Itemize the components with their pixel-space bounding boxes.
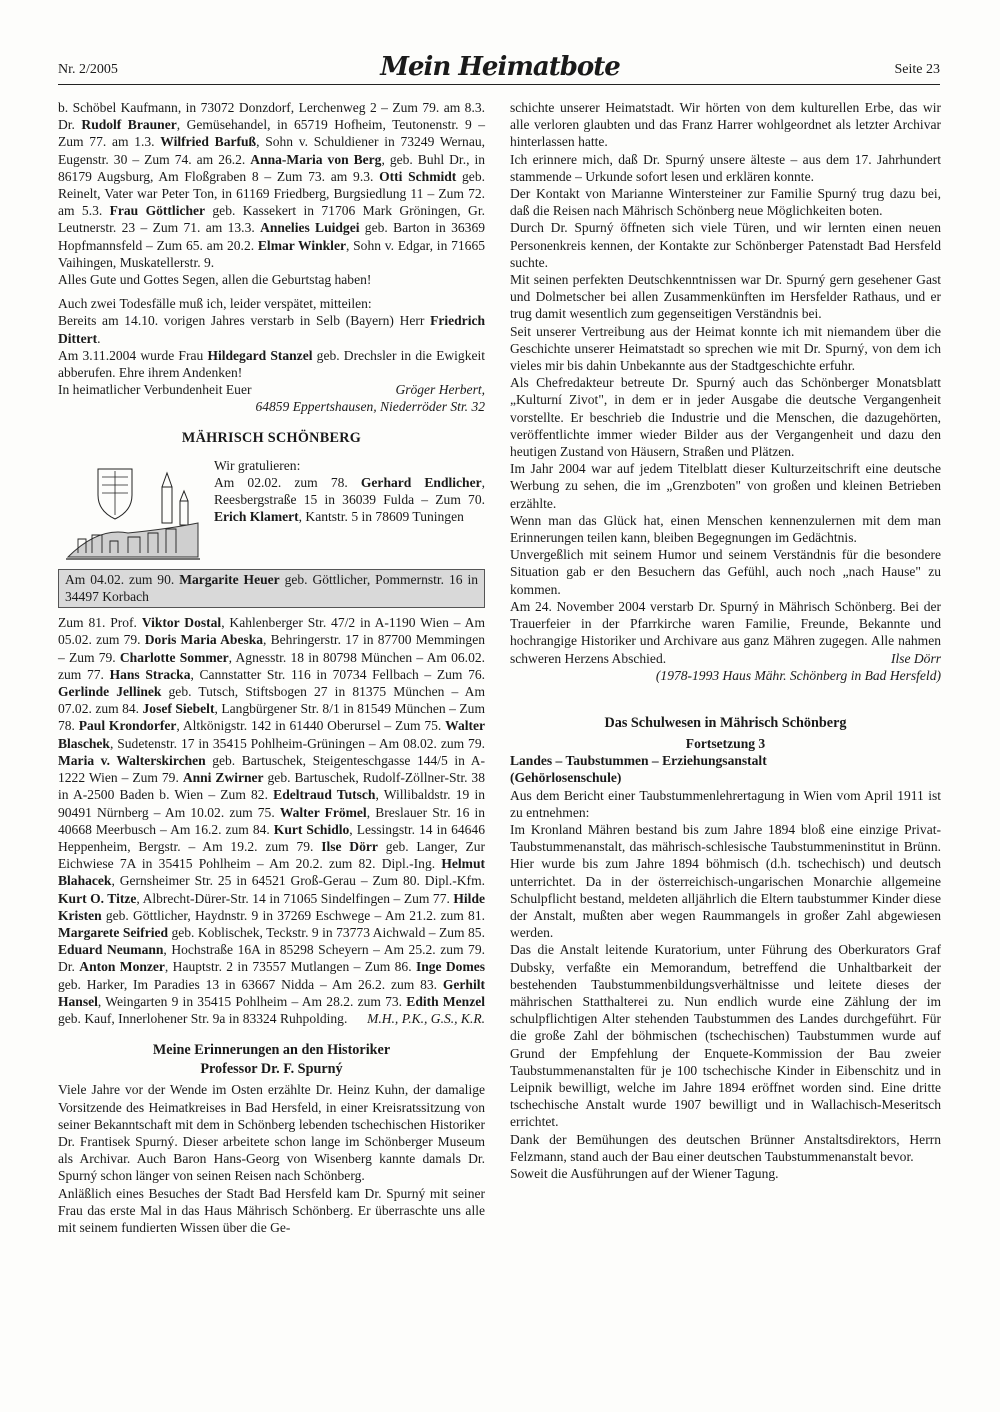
school-subtitle: Landes – Taubstummen – Erziehungsanstalt (Gehörlosenschule) bbox=[510, 753, 767, 786]
person-name: Anni Zwirner bbox=[182, 770, 264, 786]
person-name: Edith Menzel bbox=[406, 993, 485, 1009]
person-name: Anton Monzer bbox=[79, 959, 165, 975]
death-notice-1: Bereits am 14.10. vorigen Jahres verstarb in Selb (Bayern) Herr Friedrich Dittert. bbox=[58, 313, 485, 346]
person-name: Hans Stracka bbox=[109, 666, 191, 682]
article-paragraph-6: Durch Dr. Spurný öffneten sich viele Türen, und wir lernten einen neuen Personenkreis kennen, der Kontakte zur Schönberger Patenstadt Bad Hersfeld suchte. bbox=[510, 220, 941, 270]
school-paragraph-5: Soweit die Ausführungen auf der Wiener Tagung. bbox=[510, 1165, 779, 1181]
article-paragraph-4: Ich erinnere mich, daß Dr. Spurný unsere älteste – aus dem 17. Jahrhundert stammende – Urkunde sofort lesen und erklären konnte. bbox=[510, 151, 941, 184]
author-note: (1978-1993 Haus Mähr. Schönberg in Bad Hersfeld) bbox=[655, 667, 941, 683]
person-name: Josef Siebelt bbox=[142, 701, 215, 717]
person-name: Kurt Schidlo bbox=[273, 821, 350, 837]
masthead-title: Mein Heimatbote bbox=[380, 52, 620, 82]
birthday-detail: geb. Kauf, Innerlohener Str. 9a in 83324 Ruhpolding. bbox=[58, 1010, 348, 1026]
deaths-intro: Auch zwei Todesfälle muß ich, leider verspätet, mitteilen: bbox=[58, 296, 372, 312]
birthday-detail: geb. Bartuschek, Steigenteschgasse 144/5 in A-1222 Wien – Zum 79. bbox=[58, 752, 485, 786]
person-name: Charlotte Sommer bbox=[119, 649, 229, 665]
birthday-detail: , Hochstraße 16A in 85298 Scheyern – Am 25.2. zum 79. Dr. bbox=[58, 942, 485, 975]
school-section-title: Das Schulwesen in Mährisch Schönberg bbox=[604, 714, 847, 731]
birthday-detail: , Behringerstr. 17 in 87700 Memmingen – Zum 79. bbox=[58, 632, 485, 665]
birthday-detail: , Altkönigstr. 142 in 61440 Oberursel – Zum 75. bbox=[176, 718, 446, 734]
person-name: Walter Blaschek bbox=[58, 718, 486, 751]
birthday-list-intro: b. Schöbel Kaufmann, in 73072 Donzdorf, Lerchenweg 2 – Zum 79. am 8.3. Dr. Rudolf Brauner, Gemüsehandel, in 65719 Hofheim, Teutonenstr. 9 – Zum 77. am 1.3. Wilfried Barfuß, Sohn v. Schuldiener in 73249 Wernau, Eugenstr. 30 – Zum 74. am 26.2. Anna-Maria von Berg, geb. Buhl Dr., in 86179 Augsburg, Am Floßgraben 8 – Zum 73. am 9.3. Otti Schmidt geb. Reinelt, Vater war Peter Ton, in 61169 Friedberg, Burgsiedlung 11 – Zum 72. am 5.3. Frau Göttlicher geb. Kassekert in 71706 Mark Gröningen, Gr. Leutnerstr. 23 – Zum 71. am 13.3. Annelies Luidgei geb. Barton in 36369 Hopfmannsfeld – Zum 65. am 20.2. Elmar Winkler, Sohn v. Edgar, in 71665 Vaihingen, Muskatellerstr. 9. bbox=[58, 100, 486, 270]
school-paragraph-2: Im Kronland Mähren bestand bis zum Jahre 1894 bloß eine einzige Privat-Taubstummenanstalt, das mährisch-schlesische Taubstummeninstitut in Brünn. Hier wurde bis zum Jahre 1894 böhmisch (d.h. tschechisch) und deutsch unterrichtet. Da in der österreichisch-ungarischen Monarchie allgemeine Schulpflicht bestand, meldeten alljährlich die Eltern taubstummer Kinder diese der Anstalt, mußten aber wegen Raummangels in großer Zahl abgewiesen werden. bbox=[510, 821, 941, 941]
birthday-detail: , Hauptstr. 2 in 73557 Mutlangen – Zum 86. bbox=[164, 959, 416, 975]
birthday-detail: geb. Harker, Im Paradies 13 in 63667 Nidda – Am 26.2. zum 83. bbox=[58, 976, 443, 992]
birthday-detail: , Langbürgener Str. 8/1 in 81549 München – Zum 78. bbox=[58, 701, 485, 734]
article-paragraph-1: Viele Jahre vor der Wende im Osten erzählte Dr. Heinz Kuhn, der damalige Vorsitzende des Heimatkreises in Bad Hersfeld, in einer Kreisratssitzung von seiner Bekanntschaft mit dem in Schönberg lebenden tschechischen Historiker Dr. Frantisek Spurný. Dieser arbeitete schon lange im Schönberger Museum als Archivar. Auch Baron Hans-Georg von Wisenberg kannte damals Dr. Spurný schon länger von seinen Reisen nach Schönberg. bbox=[58, 1082, 485, 1184]
person-name: Eduard Neumann bbox=[58, 942, 164, 958]
birthday-detail: , Albrecht-Dürer-Str. 14 in 71065 Sindelfingen – Zum 77. bbox=[136, 890, 454, 906]
person-name: Viktor Dostal bbox=[141, 615, 222, 631]
school-paragraph-1: Aus dem Bericht einer Taubstummenlehrertagung in Wien vom April 1911 ist zu entnehmen: bbox=[510, 787, 941, 820]
birthday-detail: , Kahlenberger Str. 47/2 in A-1190 Wien – Am 05.02. zum 79. bbox=[58, 615, 485, 648]
birthday-detail: , Sudetenstr. 17 in 35415 Pohlheim-Grüningen – Am 08.02. zum 79. bbox=[109, 735, 485, 751]
article-paragraph-11: Wenn man das Glück hat, einen Menschen kennenzulernen mit dem man Erinnerungen teilen kann, bleiben Begegnungen im Gedächtnis. bbox=[510, 512, 941, 546]
person-name: Gerhilt Hansel bbox=[58, 976, 485, 1009]
article-paragraph-9: Als Chefredakteur betreute Dr. Spurný auch das Schönberger Monatsblatt „Kulturní Zivot", in dem er in jeder Ausgabe die deutsche Vergangenheit vorstellte. Er beschrieb die Industrie und die Menschen, die dazugehörten, veröffentlichte immer wieder Bilder aus der Vergangenheit und dazu den heutigen Zustand von Häusern, Straßen und Plätzen. bbox=[510, 375, 941, 460]
person-name: Kurt O. Titze bbox=[58, 890, 137, 906]
death-notice-2: Am 3.11.2004 wurde Frau Hildegard Stanzel geb. Drechsler in die Ewigkeit abberufen. Ehre ihrem Andenken! bbox=[58, 347, 486, 381]
person-name: Edeltraud Tutsch bbox=[273, 787, 376, 803]
article-paragraph-8: Seit unserer Vertreibung aus der Heimat konnte ich mit niemandem über die Geschichte unserer Heimatstadt so sprechen wie mit Dr. Spurný, von dem ich vieles mir bis dahin Unbekannte aus der Stadtgeschichte erfuhr. bbox=[510, 323, 941, 374]
person-name: Margarete Seifried bbox=[58, 924, 169, 940]
birthday-list bbox=[58, 614, 485, 1027]
person-name: Ilse Dörr bbox=[321, 838, 378, 854]
birthday-detail: , Lessingstr. 14 in 64646 Heppenheim, Bergstr. – Am 19.2. zum 79. bbox=[58, 821, 485, 854]
person-name: Gerlinde Jellinek bbox=[58, 684, 162, 700]
greeting-text: Wir gratulieren: Am 02.02. zum 78. Gerhard Endlicher, Reesbergstraße 15 in 36039 Fulda – Zum 70. Erich Klamert, Kantstr. 5 in 78609 Tuningen bbox=[214, 457, 485, 525]
birthday-detail: , Breslauer Str. 16 in 40668 Meerbusch – Am 16.2. zum 84. bbox=[58, 804, 485, 837]
town-crest-illustration bbox=[58, 457, 208, 565]
article-paragraph-5: Der Kontakt von Marianne Wintersteiner zur Familie Spurný trug dazu bei, daß die Reisen nach Mährisch Schönberg neue Möglichkeiten boten. bbox=[510, 186, 941, 219]
list-initials: M.H., P.K., G.S., K.R. bbox=[367, 1011, 485, 1027]
birthday-detail: geb. Göttlicher, Haydnstr. 9 in 37269 Eschwege – Am 21.2. zum 81. bbox=[101, 907, 485, 923]
birthday-detail: , Weingarten 9 in 35415 Pohlheim – Am 28.2. zum 73. bbox=[97, 993, 407, 1009]
issue-number: Nr. 2/2005 bbox=[58, 62, 118, 77]
article-paragraph-12: Unvergeßlich mit seinem Humor und seinem Verständnis für die besondere Situation gab er den Besuchern das Gefühl, auch noch „nach Hause" zu kommen. bbox=[510, 547, 941, 597]
highlight-box: Am 04.02. zum 90. Margarite Heuer geb. Göttlicher, Pommernstr. 16 in 34497 Korbach bbox=[58, 569, 485, 608]
person-name: Inge Domes bbox=[415, 959, 486, 975]
person-name: Doris Maria Abeska bbox=[144, 632, 264, 648]
birthday-detail: , Agnesstr. 18 in 80798 München – Am 06.02. zum 77. bbox=[58, 649, 486, 682]
birthday-detail: , Willibaldstr. 19 in 90491 Nürnberg – Am 10.02. zum 75. bbox=[58, 787, 485, 820]
article-paragraph-10: Im Jahr 2004 war auf jedem Titelblatt dieser Kulturzeitschrift eine deutsche Werbung zu sehen, die im „Grenzboten" von großen und kleinen Betrieben erzählte. bbox=[510, 461, 941, 511]
article-paragraph-2: Anläßlich eines Besuches der Stadt Bad Hersfeld kam Dr. Spurný mit seiner Frau das erste Mal in das Haus Mährisch Schönberg. Er überraschte uns alle mit seinem fundierten Wissen über die Ge- bbox=[58, 1185, 485, 1235]
left-column bbox=[58, 99, 485, 1236]
person-name: Paul Krondorfer bbox=[78, 718, 177, 734]
greeting-block bbox=[58, 457, 485, 565]
header-rule bbox=[58, 84, 940, 85]
birthday-detail: geb. Tutsch, Stiftsbogen 27 in 81375 München – Am 07.02. zum 84. bbox=[58, 684, 486, 717]
school-paragraph-3: Das die Anstalt leitende Kuratorium, unter Führung des Oberkurators Graf Dubsky, verfaßte ein Memorandum, betreffend die Unhaltbarkeit der bestehenden Taubstummenbildungsverhältnisse und leitete dieses der mährischen Statthalterei zu. Nun endlich wurde eine Zählung der im schulpflichtigen Alter stehenden Taubstummen des Landes durchgeführt. Für die große Zahl der böhmischen (tschechischen) Taubstummen wurde auf Grund der Empfehlung der Enquete-Kommission der Bau zweier Taubstummenanstalten für je 100 tschechische Kinder in Eibenschitz und in Leipnik bewilligt, welche im Jahre 1894 eröffnet worden sind. Eine dritte tschechische Anstalt wurde 1907 bewilligt und in Wallachisch-Meseritsch errichtet. bbox=[510, 942, 941, 1130]
birthday-detail: Zum 81. Prof. bbox=[58, 615, 142, 631]
closing-line: In heimatlicher Verbundenheit Euer Gröger Herbert, bbox=[58, 382, 485, 398]
right-column bbox=[510, 99, 941, 1182]
page-number: Seite 23 bbox=[894, 62, 940, 77]
person-name: Hilde Kristen bbox=[58, 890, 485, 923]
article-paragraph-7: Mit seinen perfekten Deutschkenntnissen war Dr. Spurný gern gesehener Gast und Dolmetscher bei allen Zusammenkünften im Hersfelder Rathaus, und er trug damit wesentlich zum gegenseitigen Verständnis bei. bbox=[510, 272, 941, 322]
person-name: Helmut Blahacek bbox=[58, 856, 485, 889]
article-paragraph-13: Am 24. November 2004 verstarb Dr. Spurný in Mährisch Schönberg. Bei der Trauerfeier in der Pfarrkirche waren Familie, Freunde, Bekannte und hochrangige Historiker und Archivare aus ganz Mähren zugegen. Alle nahmen schweren Herzens Abschied. Ilse Dörr bbox=[510, 598, 941, 666]
person-name: Maria v. Walterskirchen bbox=[58, 752, 206, 768]
birthday-detail: geb. Koblischek, Teckstr. 9 in 73773 Aichwald – Zum 85. bbox=[168, 924, 485, 940]
signature-address: 64859 Eppertshausen, Niederröder Str. 32 bbox=[255, 399, 485, 415]
person-name: Walter Frömel bbox=[279, 804, 367, 820]
birthday-detail: geb. Bartuschek, Rudolf-Zöllner-Str. 38 in A-2500 Baden b. Wien – Zum 82. bbox=[58, 770, 485, 803]
birthday-detail: geb. Langer, Zur Eichwiese 7A in 35415 Pohlheim – Am 20.2. zum 82. Dipl.-Ing. bbox=[58, 838, 485, 872]
section-title: MÄHRISCH SCHÖNBERG bbox=[181, 429, 362, 446]
article-title: Meine Erinnerungen an den Historiker Professor Dr. F. Spurný bbox=[152, 1042, 391, 1078]
continuation-label: Fortsetzung 3 bbox=[685, 735, 766, 751]
crest-icon bbox=[58, 457, 208, 565]
birthday-wishes: Alles Gute und Gottes Segen, allen die Geburtstag haben! bbox=[58, 272, 372, 288]
article-paragraph-3: schichte unserer Heimatstadt. Wir hörten von dem kulturellen Erbe, das wir alle verloren glaubten und das Franz Harrer wohlgeordnet als letzter Archivar hinterlassen hatte. bbox=[510, 100, 941, 150]
birthday-detail: , Gernsheimer Str. 25 in 64521 Groß-Gerau – Zum 80. Dipl.-Kfm. bbox=[111, 873, 485, 889]
birthday-detail: , Cannstatter Str. 116 in 70734 Fellbach – Zum 76. bbox=[190, 666, 486, 682]
school-paragraph-4: Dank der Bemühungen des deutschen Brünner Anstaltsdirektors, Herrn Felzmann, stand auch der Bau einer deutschen Taubstummenanstalt bevor. bbox=[510, 1131, 941, 1164]
